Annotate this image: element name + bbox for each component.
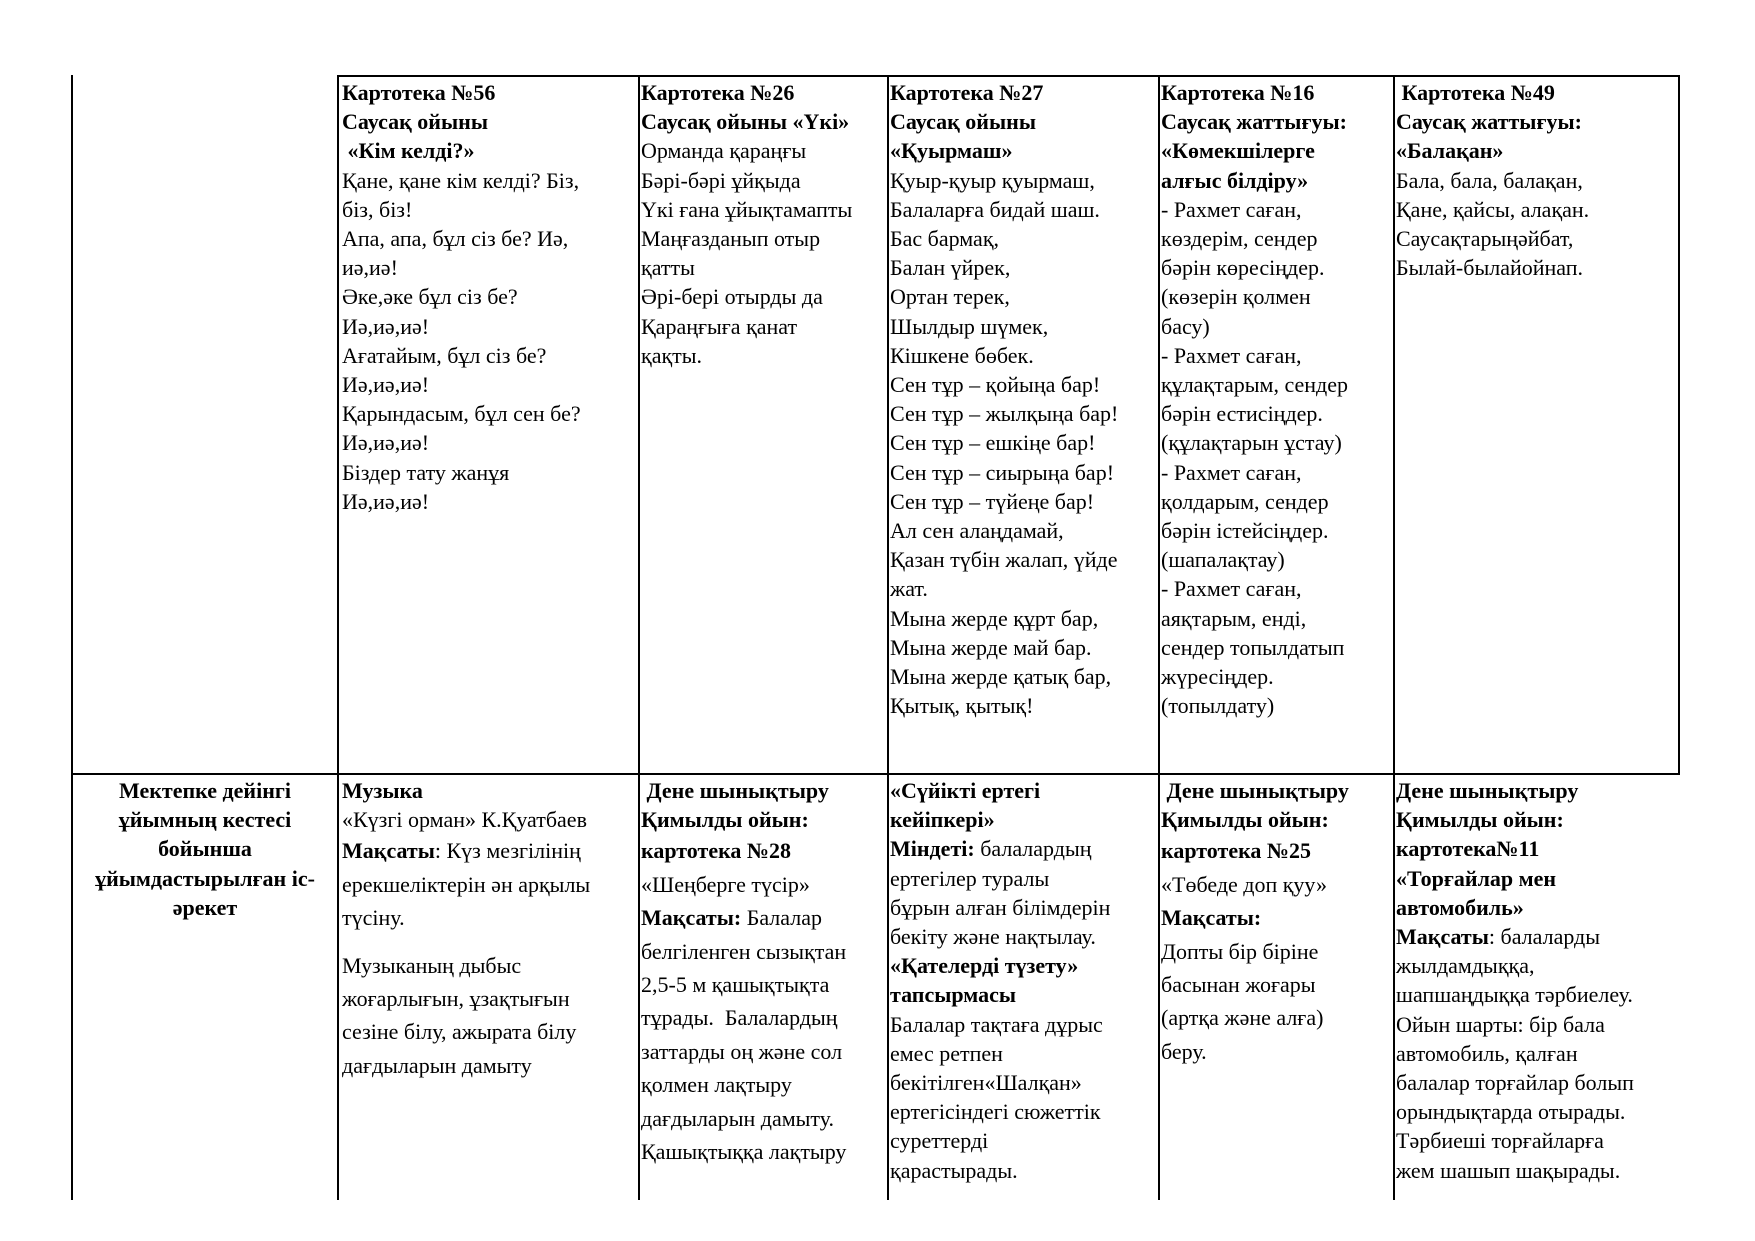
card-line: Балаларға бидай шаш. xyxy=(890,196,1100,222)
card-line: Шылдыр шүмек, xyxy=(890,313,1049,339)
game-type: Қимылды ойын: xyxy=(1396,807,1564,833)
text-line: жылдамдыққа, xyxy=(1396,953,1535,979)
text-line: суреттерді xyxy=(890,1128,989,1154)
card-line: Сен тұр – жылқыңа бар! xyxy=(890,401,1119,427)
card-title: Картотека №56 xyxy=(342,80,496,105)
goal-text: : балаларды xyxy=(1488,924,1601,950)
text-line: заттарды оң және сол xyxy=(641,1038,843,1064)
card-line: Үкі ғана ұйықтамапты xyxy=(641,196,853,222)
card-title: Картотека №27 xyxy=(890,80,1044,105)
card-line: біз, біз! xyxy=(342,196,413,222)
card-line: қатты xyxy=(641,255,695,281)
card-line: - Рахмет саған, xyxy=(1161,576,1302,602)
subject-title: Дене шынықтыру xyxy=(1396,778,1579,803)
game-name: «Торғайлар мен xyxy=(1396,865,1557,891)
table-top-border xyxy=(337,75,1680,77)
text-line: балалар торғайлар болып xyxy=(1396,1070,1634,1096)
label-line: ұйымның кестесі xyxy=(118,807,292,833)
column-divider-3 xyxy=(887,75,889,1200)
column-divider-2 xyxy=(638,75,640,1200)
card-line: қолдарым, сендер xyxy=(1161,488,1329,514)
text-line: сезіне білу, ажырата білу xyxy=(342,1019,577,1045)
card-line: «Қуырмаш» xyxy=(890,138,1013,164)
card-line: Әке,әке бұл сіз бе? xyxy=(342,284,518,310)
text-line: ертегілер туралы xyxy=(890,865,1050,891)
text-line: (артқа және алға) xyxy=(1161,1005,1324,1031)
card-line: Балан үйрек, xyxy=(890,255,1011,281)
row1-cell-3 xyxy=(890,78,1158,720)
subject-title: Музыка xyxy=(342,778,423,803)
card-line: Сен тұр – түйеңе бар! xyxy=(890,488,1095,514)
card-lines xyxy=(641,107,886,370)
row2-cell-4 xyxy=(1161,776,1393,1068)
task-text: балалардың xyxy=(974,836,1092,862)
card-line: (топылдату) xyxy=(1161,693,1275,719)
goal-text: Балалар xyxy=(741,905,822,931)
goal-line xyxy=(641,901,886,934)
card-line: Саусақ ойыны xyxy=(890,109,1037,135)
card-line: Қарындасым, бұл сен бе? xyxy=(342,401,581,427)
card-title: Картотека №26 xyxy=(641,80,795,105)
text-line: жоғарлығын, ұзақтығын xyxy=(342,986,570,1012)
card-line: Мына жерде қатық бар, xyxy=(890,664,1112,690)
card-line: бәрін істейсіңдер. xyxy=(1161,518,1329,544)
text-line: беру. xyxy=(1161,1038,1207,1064)
card-line: «Балақан» xyxy=(1396,138,1504,164)
card-line: Апа, апа, бұл сіз бе? Иә, xyxy=(342,226,569,252)
goal-label: Мақсаты: xyxy=(1161,905,1262,931)
game-name: автомобиль» xyxy=(1396,894,1524,920)
card-line: Иә,иә,иә! xyxy=(342,372,430,398)
label-line: Мектепке дейінгі xyxy=(118,778,291,803)
text-line: емес ретпен xyxy=(890,1040,1003,1066)
text-line: Ойын шарты: бір бала xyxy=(1396,1011,1605,1037)
table-left-border xyxy=(71,75,73,1200)
card-line: Сен тұр – ешкіңе бар! xyxy=(890,430,1096,456)
card-line: Ағатайым, бұл сіз бе? xyxy=(342,342,547,368)
card-line: Сен тұр – сиырыңа бар! xyxy=(890,459,1115,485)
card-line: құлақтарым, сендер xyxy=(1161,372,1348,398)
card-line: - Рахмет саған, xyxy=(1161,459,1302,485)
text-line: шапшаңдыққа тәрбиелеу. xyxy=(1396,982,1633,1008)
card-line: Ортан терек, xyxy=(890,284,1010,310)
card-line: жүресіңдер. xyxy=(1161,664,1274,690)
row2-cell-2 xyxy=(641,776,886,1168)
card-lines xyxy=(1396,107,1678,282)
text-line: бекіту және нақтылау. xyxy=(890,924,1096,950)
text-line: бұрын алған білімдерін xyxy=(890,894,1111,920)
text-line: ерекшеліктерін ән арқылы xyxy=(342,871,591,897)
text-line: жем шашып шақырады. xyxy=(1396,1157,1621,1183)
game-name: «Төбеде доп қуу» xyxy=(1161,871,1327,897)
row2-label-cell xyxy=(73,776,337,922)
card-line: - Рахмет саған, xyxy=(1161,196,1302,222)
card-line: Саусақтарыңәйбат, xyxy=(1396,226,1574,252)
card-line: Былай-былайойнап. xyxy=(1396,255,1584,281)
card-line: Қане, қайсы, алақан. xyxy=(1396,196,1590,222)
card-lines xyxy=(890,107,1158,720)
table-right-border xyxy=(1678,75,1680,775)
text-line: Музыканың дыбыс xyxy=(342,952,522,978)
goal-label: Мақсаты: xyxy=(641,905,742,931)
card-line: Қане, қане кім келді? Біз, xyxy=(342,167,580,193)
card-line: Иә,иә,иә! xyxy=(342,313,430,339)
game-type: Қимылды ойын: xyxy=(1161,807,1329,833)
card-line: Кішкене бөбек. xyxy=(890,342,1034,368)
card-line: Біздер тату жанұя xyxy=(342,459,510,485)
row1-cell-1 xyxy=(342,78,634,516)
card-line: Иә,иә,иә! xyxy=(342,430,430,456)
card-line: Мына жерде май бар. xyxy=(890,634,1092,660)
subject-title: Дене шынықтыру xyxy=(641,778,829,803)
text-line: басынан жоғары xyxy=(1161,972,1316,998)
text-line: дағдыларын дамыту xyxy=(342,1052,532,1078)
text-line: дағдыларын дамыту. xyxy=(641,1105,835,1131)
card-line: басу) xyxy=(1161,313,1210,339)
row1-cell-5 xyxy=(1396,78,1678,282)
card-lines xyxy=(1161,107,1393,720)
card-line: Саусақ жаттығуы: xyxy=(1396,109,1582,135)
card-line: (көзерін қолмен xyxy=(1161,284,1311,310)
card-line: Ал сен алаңдамай, xyxy=(890,518,1064,544)
card-line: жат. xyxy=(890,576,928,602)
activity-title: «Сүйікті ертегі xyxy=(890,778,1041,803)
game-type: Қимылды ойын: xyxy=(641,807,809,833)
text-line: бекітілген«Шалқан» xyxy=(890,1070,1082,1096)
row1-cell-4 xyxy=(1161,78,1393,720)
card-line: Қуыр-қуыр қуырмаш, xyxy=(890,167,1095,193)
text-line: белгіленген сызықтан xyxy=(641,938,847,964)
card-line: Орманда қараңғы xyxy=(641,138,807,164)
card-line: сендер топылдатып xyxy=(1161,634,1345,660)
row-divider xyxy=(71,773,1680,775)
activity-title: кейіпкері» xyxy=(890,807,995,833)
card-number: картотека №28 xyxy=(641,838,792,864)
card-line: Саусақ жаттығуы: xyxy=(1161,109,1347,135)
text-line: қолмен лақтыру xyxy=(641,1072,792,1098)
task-line xyxy=(890,834,1158,863)
card-line: Саусақ ойыны xyxy=(342,109,489,135)
card-line: аяқтарым, енді, xyxy=(1161,605,1307,631)
card-line: (құлақтарын ұстау) xyxy=(1161,430,1342,456)
text-line: орындықтарда отырады. xyxy=(1396,1099,1626,1125)
card-line: Бала, бала, балақан, xyxy=(1396,167,1583,193)
card-line: Бәрі-бәрі ұйқыда xyxy=(641,167,801,193)
text-line: автомобиль, қалған xyxy=(1396,1040,1578,1066)
card-line: алғыс білдіру» xyxy=(1161,167,1309,193)
card-number: картотека №25 xyxy=(1161,838,1312,864)
card-line: иә,иә! xyxy=(342,255,398,281)
card-line: Бас бармақ, xyxy=(890,226,1000,252)
goal-text: : Күз мезгілінің xyxy=(434,838,581,864)
goal-label: Мақсаты xyxy=(1396,924,1489,950)
card-number: картотека№11 xyxy=(1396,836,1540,862)
card-line: Саусақ ойыны «Үкі» xyxy=(641,109,850,135)
card-lines xyxy=(342,107,634,516)
card-line: Әрі-бері отырды да xyxy=(641,284,823,310)
card-line: бәрін естисіңдер. xyxy=(1161,401,1323,427)
card-line: Иә,иә,иә! xyxy=(342,488,430,514)
subject-title: Дене шынықтыру xyxy=(1161,778,1349,803)
column-divider-5 xyxy=(1393,75,1395,1200)
text-line: ертегісіндегі сюжеттік xyxy=(890,1099,1101,1125)
card-line: «Кім келді?» xyxy=(342,138,475,164)
card-title: Картотека №49 xyxy=(1396,80,1555,105)
row2-cell-1 xyxy=(342,776,634,1082)
card-line: Сен тұр – қойыңа бар! xyxy=(890,372,1101,398)
card-line: көздерім, сендер xyxy=(1161,226,1318,252)
text-line: түсіну. xyxy=(342,905,405,931)
card-line: Қараңғыға қанат xyxy=(641,313,798,339)
exercise-title: тапсырмасы xyxy=(890,982,1017,1008)
label-line: бойынша xyxy=(158,836,252,862)
label-line: ұйымдастырылған іс- xyxy=(95,865,315,891)
column-divider-4 xyxy=(1158,75,1160,1200)
game-name: «Шеңберге түсір» xyxy=(641,871,810,897)
card-title: Картотека №16 xyxy=(1161,80,1315,105)
label-line: әрекет xyxy=(172,894,238,920)
card-line: Маңғазданып отыр xyxy=(641,226,821,252)
card-line: Мына жерде құрт бар, xyxy=(890,605,1099,631)
text-line: Допты бір біріне xyxy=(1161,938,1319,964)
card-line: Қазан түбін жалап, үйде xyxy=(890,547,1118,573)
card-line: «Көмекшілерге xyxy=(1161,138,1315,164)
exercise-title: «Қателерді түзету» xyxy=(890,953,1079,979)
card-line: - Рахмет саған, xyxy=(1161,342,1302,368)
task-label: Міндеті: xyxy=(890,836,975,862)
goal-line xyxy=(1396,922,1678,951)
card-line: (шапалақтау) xyxy=(1161,547,1285,573)
text-line: Тәрбиеші торғайларға xyxy=(1396,1128,1604,1154)
goal-label: Мақсаты xyxy=(342,838,435,864)
text-line: 2,5-5 м қашықтықта xyxy=(641,972,830,998)
text-line: Балалар тақтаға дұрыс xyxy=(890,1011,1103,1037)
row1-cell-2 xyxy=(641,78,886,370)
row2-cell-3 xyxy=(890,776,1158,1185)
card-line: бәрін көресіңдер. xyxy=(1161,255,1325,281)
card-line: қақты. xyxy=(641,342,703,368)
card-line: Қытық, қытық! xyxy=(890,693,1034,719)
row2-cell-5 xyxy=(1396,776,1678,1185)
text-line: қарастырады. xyxy=(890,1157,1018,1183)
column-divider-1 xyxy=(337,75,339,1200)
song-line: «Күзгі орман» К.Қуатбаев xyxy=(342,807,587,833)
goal-line xyxy=(342,834,634,867)
text-line: тұрады. Балалардың xyxy=(641,1005,838,1031)
text-line: Қашықтыққа лақтыру xyxy=(641,1139,847,1165)
